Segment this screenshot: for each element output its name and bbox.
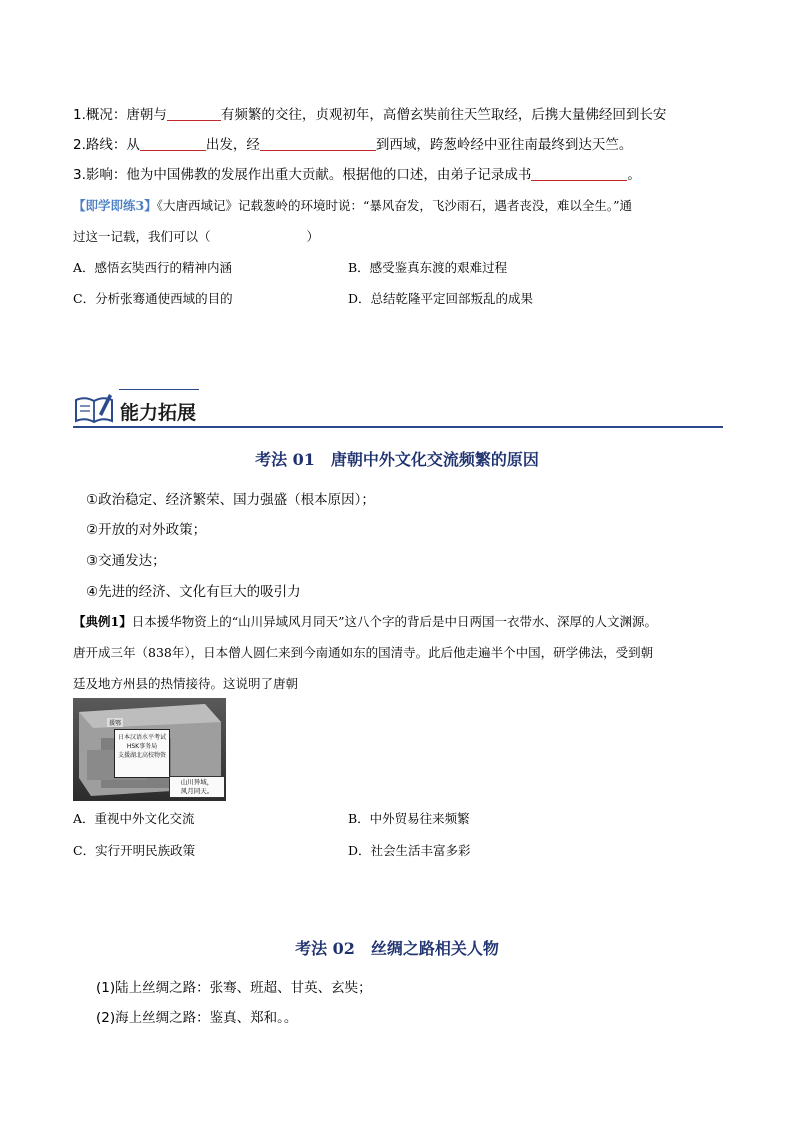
kaofa-01-heading: 考法 01 唐朝中外文化交流频繁的原因 (255, 450, 539, 469)
example-question-line-3: 廷及地方州县的热情接待。这说明了唐朝 (73, 676, 299, 691)
point-item: ③交通发达； (86, 553, 166, 569)
point-item: (2)海上丝绸之路：鉴真、郑和。。 (96, 1010, 298, 1026)
aid-box-label: 日本汉语水平考试 HSK事务局 支援湖北高校物资 (114, 729, 170, 778)
banner-rule-top (119, 389, 199, 390)
option-a[interactable]: A．感悟玄奘西行的精神内涵 (73, 260, 233, 275)
aid-box-tag: 援鄂 (109, 720, 122, 727)
example-tag: 【典例1】 (73, 614, 132, 629)
example-question-line-2: 唐开成三年（838年），日本僧人圆仁来到今南通如东的国清寺。此后他走遍半个中国，研学佛法，受到朝 (73, 645, 654, 660)
summary-item-3: 3.影响：他为中国佛教的发展作出重大贡献。根据他的口述，由弟子记录成书 。 (73, 167, 641, 183)
answer-blank[interactable] (260, 136, 376, 151)
kaofa-02-heading: 考法 02 丝绸之路相关人物 (295, 939, 499, 958)
summary-item-2: 2.路线：从 出发，经 到西域，跨葱岭经中亚往南最终到达天竺。 (73, 137, 633, 153)
option-d[interactable]: D．社会生活丰富多彩 (348, 843, 471, 858)
option-c[interactable]: C．分析张骞通使西域的目的 (73, 291, 233, 306)
option-b[interactable]: B．感受鉴真东渡的艰难过程 (348, 260, 508, 275)
aid-box-photo (73, 698, 226, 801)
option-d[interactable]: D．总结乾隆平定回部叛乱的成果 (348, 291, 534, 306)
option-a[interactable]: A．重视中外文化交流 (73, 811, 195, 826)
point-item: ①政治稳定、经济繁荣、国力强盛（根本原因）； (86, 492, 375, 508)
poem-caption: 山川异域， 风月同天。 (169, 776, 225, 798)
practice-question-line-2: 过这一记载，我们可以（ ） (73, 229, 320, 244)
option-c[interactable]: C．实行开明民族政策 (73, 843, 196, 858)
example-question-line-1: 【典例1】日本援华物资上的“山川异域风月同天”这八个字的背后是中日两国一衣带水、深厚的人文渊源。 (73, 614, 657, 629)
point-item: ②开放的对外政策； (86, 522, 207, 538)
practice-tag: 【即学即练3】 (73, 198, 157, 213)
summary-item-1: 1.概况：唐朝与 有频繁的交往，贞观初年，高僧玄奘前往天竺取经，后携大量佛经回到长安 (73, 107, 667, 123)
point-item: (1)陆上丝绸之路：张骞、班超、甘英、玄奘； (96, 980, 372, 996)
answer-blank[interactable] (531, 166, 627, 181)
answer-blank[interactable] (167, 106, 221, 121)
banner-rule (73, 426, 723, 428)
section-banner (73, 386, 723, 428)
answer-blank[interactable] (140, 136, 206, 151)
point-item: ④先进的经济、文化有巨大的吸引力 (86, 584, 301, 600)
section-title: 能力拓展 (120, 402, 197, 424)
option-b[interactable]: B．中外贸易往来频繁 (348, 811, 470, 826)
practice-question-line-1: 【即学即练3】《大唐西域记》记载葱岭的环境时说：“暴风奋发，飞沙雨石，遇者丧没，难以全生。”通 (73, 198, 632, 213)
book-icon (73, 390, 115, 426)
